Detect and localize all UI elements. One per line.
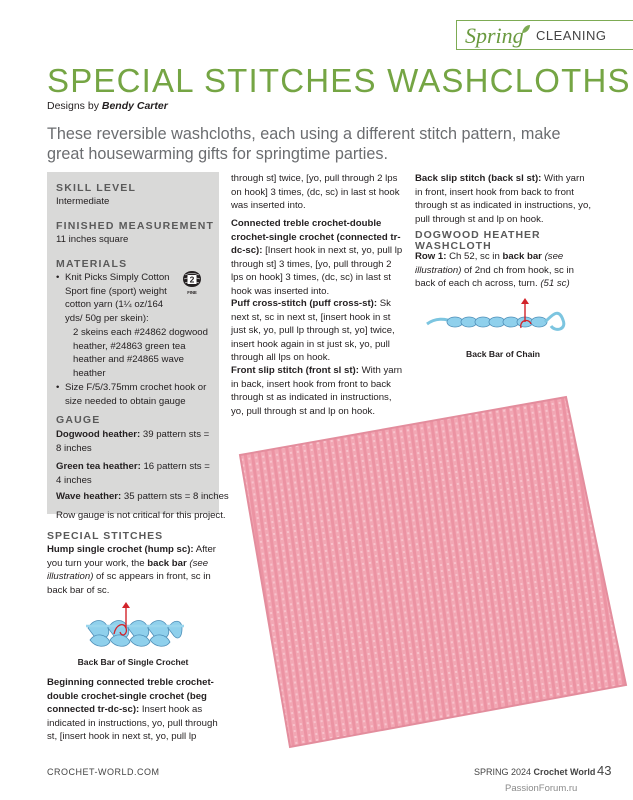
- page-number: 43: [597, 763, 612, 778]
- yarn-weight-number: 2: [189, 274, 195, 285]
- yarn-weight-icon: [181, 270, 203, 296]
- hump-sc-italic: (see illustration): [47, 557, 209, 583]
- intro-text: These reversible washcloths, each using a different stitch pattern, make great housewarming gifts for springtime parties.: [47, 125, 561, 163]
- designer-name: Bendy Carter: [101, 100, 168, 112]
- row-1-text-2: of 2nd ch from hook, sc in back of each ch across, turn.: [415, 264, 574, 290]
- gauge-dogwood: [56, 428, 214, 455]
- beg-connected-text: Insert hook as indicated in instructions, yo, pull through st, [insert hook in next st, yo, pull lp: [47, 704, 218, 743]
- dogwood-heading: DOGWOOD HEATHER WASHCLOTH: [415, 229, 541, 252]
- special-stitches-heading: SPECIAL STITCHES: [47, 530, 164, 542]
- footer-magazine: Crochet World: [533, 767, 596, 777]
- puff-cross-definition: [231, 297, 405, 365]
- beg-connected-definition: [47, 676, 221, 744]
- material-yarn: Knit Picks Simply Cotton Sport fine (sport) weight cotton yarn (1¼ oz/164 yds/ 50g per skein):: [65, 272, 170, 324]
- front-slip-label: Front slip stitch (front sl st):: [231, 365, 359, 376]
- gauge-row-note: Row gauge is not critical for this project.: [56, 510, 226, 521]
- materials-heading: MATERIALS: [56, 258, 128, 270]
- row-1-instruction: [415, 250, 591, 291]
- byline-prefix: Designs by: [47, 100, 102, 112]
- washcloth-photo: [228, 393, 632, 751]
- beg-connected-continued: through st] twice, [yo, pull through 2 lps on hook] 3 times, (dc, sc) in last st hook was inserted into.: [231, 173, 400, 212]
- beg-connected-label: Beginning connected treble crochet-double crochet-single crochet (beg connected tr-dc-sc):: [47, 677, 214, 716]
- footer-issue-date: SPRING 2024: [474, 767, 532, 777]
- single-crochet-back-bar-illustration: [86, 598, 184, 650]
- footer-issue: [474, 767, 595, 777]
- section-tag-cleaning: CLEANING: [536, 28, 607, 43]
- gauge-green-tea-text: 16 pattern sts = 4 inches: [56, 461, 210, 486]
- bullet: •: [56, 382, 60, 393]
- row-1-label: Row 1:: [415, 251, 447, 262]
- watermark: PassionForum.ru: [505, 783, 578, 794]
- hump-sc-text-2: of sc appears in front, sc in back bar of sc.: [47, 571, 211, 596]
- row-1-count: (51 sc): [540, 278, 570, 290]
- leaf-icon: [521, 24, 531, 34]
- back-slip-text: With yarn in front, insert hook from back to front through st as indicated in instructions, yo, pull through st and lp on hook.: [415, 173, 591, 225]
- footer-site: CROCHET-WORLD.COM: [47, 767, 160, 777]
- connected-label: Connected treble crochet-double crochet-single crochet (connected tr-dc-sc):: [231, 218, 401, 257]
- gauge-green-tea-label: Green tea heather:: [56, 461, 141, 472]
- hump-sc-definition: [47, 543, 219, 597]
- section-tag: [456, 20, 633, 50]
- gauge-dogwood-label: Dogwood heather:: [56, 429, 141, 440]
- section-tag-spring: Spring: [465, 23, 524, 48]
- connected-text: [Insert hook in next st, yo, pull lp through st] 3 times, [yo, pull through 2 lps on hook] 3 times, (dc, sc) in last st hook was inserted into.: [231, 245, 403, 297]
- row-1-italic: (see illustration): [415, 251, 564, 276]
- hump-sc-text: After you turn your work, the: [47, 544, 216, 569]
- byline: [47, 100, 168, 112]
- page-title: SPECIAL STITCHES WASHCLOTHS: [47, 62, 631, 99]
- gauge-wave-label: Wave heather:: [56, 491, 122, 502]
- info-box: [47, 172, 229, 521]
- bullet: •: [56, 272, 60, 283]
- gauge-dogwood-text: 39 pattern sts = 8 inches: [56, 429, 210, 454]
- connected-definition: [231, 217, 405, 299]
- back-slip-label: Back slip stitch (back sl st):: [415, 173, 542, 184]
- gauge-wave: [56, 490, 229, 504]
- material-hook: Size F/5/3.75mm crochet hook or size needed to obtain gauge: [65, 382, 207, 407]
- puff-cross-label: Puff cross-stitch (puff cross-st):: [231, 298, 378, 309]
- measurement-value: 11 inches square: [56, 234, 129, 245]
- material-yarn-colors: 2 skeins each #24862 dogwood heather, #24863 green tea heather and #24865 wave heather: [73, 327, 208, 379]
- puff-cross-text: Sk next st, sc in next st, [insert hook in st just sk, yo, pull lp through st, yo] twice, insert hook again in st just sk, yo, pull through all lps on hook.: [231, 298, 395, 364]
- hump-sc-label: Hump single crochet (hump sc):: [47, 544, 194, 555]
- chain-back-bar-illustration: [425, 294, 575, 340]
- row-1-text: Ch 52, sc in: [446, 251, 503, 262]
- front-slip-text: With yarn in back, insert hook from front to back through st as indicated in instructions, yo, pull through st and lp on hook.: [231, 365, 403, 417]
- caption-chain: Back Bar of Chain: [465, 349, 541, 359]
- skill-level-value: Intermediate: [56, 196, 110, 207]
- gauge-green-tea: [56, 460, 214, 487]
- yarn-weight-label: FINE: [187, 290, 197, 295]
- caption-single-crochet: Back Bar of Single Crochet: [77, 657, 189, 667]
- skill-level-heading: SKILL LEVEL: [56, 182, 137, 194]
- hump-sc-bold: back bar: [147, 557, 187, 569]
- gauge-wave-text: 35 pattern sts = 8 inches: [121, 491, 229, 502]
- gauge-heading: GAUGE: [56, 414, 101, 426]
- measurement-heading: FINISHED MEASUREMENT: [56, 220, 215, 232]
- row-1-bold: back bar: [502, 251, 542, 262]
- back-slip-definition: [415, 172, 591, 226]
